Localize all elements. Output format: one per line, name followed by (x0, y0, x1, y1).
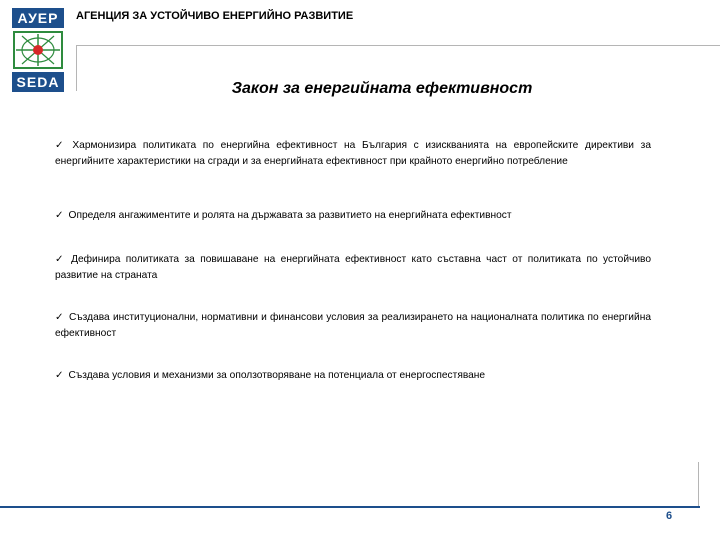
bullet-text: Създава условия и механизми за оползотворяване на потенциала от енергоспестяване (68, 370, 486, 381)
bullet-item (55, 138, 651, 170)
check-icon: ✓ (55, 140, 68, 151)
bullet-text: Дефинира политиката за повишаване на енергийната ефективност като съставна част от политиката по устойчиво развитие на страната (55, 254, 651, 281)
check-icon: ✓ (55, 210, 64, 221)
footer-frame-right (698, 462, 699, 508)
bullet-item (55, 310, 651, 342)
check-icon: ✓ (55, 254, 67, 265)
bullet-item (55, 368, 651, 384)
bullet-text: Хармонизира политиката по енергийна ефективност на България с изискванията на европейските директиви за енергийните характеристики на сгради и за енергийната ефективност при крайното енергийно потребление (55, 140, 651, 167)
organization-title: АГЕНЦИЯ ЗА УСТОЙЧИВО ЕНЕРГИЙНО РАЗВИТИЕ (76, 10, 354, 22)
check-icon: ✓ (55, 370, 64, 381)
bullet-text: Създава институционални, нормативни и финансови условия за реализирането на националната политика по енергийна ефективност (55, 312, 651, 339)
energy-emblem-icon (12, 30, 64, 70)
bullet-item (55, 208, 651, 224)
bullet-item (55, 252, 651, 284)
bullet-text: Определя ангажиментите и ролята на държавата за развитието на енергийната ефективност (68, 210, 512, 221)
logo-bottom-label: SEDA (12, 72, 64, 92)
logo-top-label: АУЕР (12, 8, 64, 28)
footer-divider (0, 506, 700, 508)
slide-title: Закон за енергийната ефективност (231, 80, 533, 97)
page-number: 6 (666, 510, 673, 522)
check-icon: ✓ (55, 312, 64, 323)
header-frame-top (76, 45, 720, 46)
